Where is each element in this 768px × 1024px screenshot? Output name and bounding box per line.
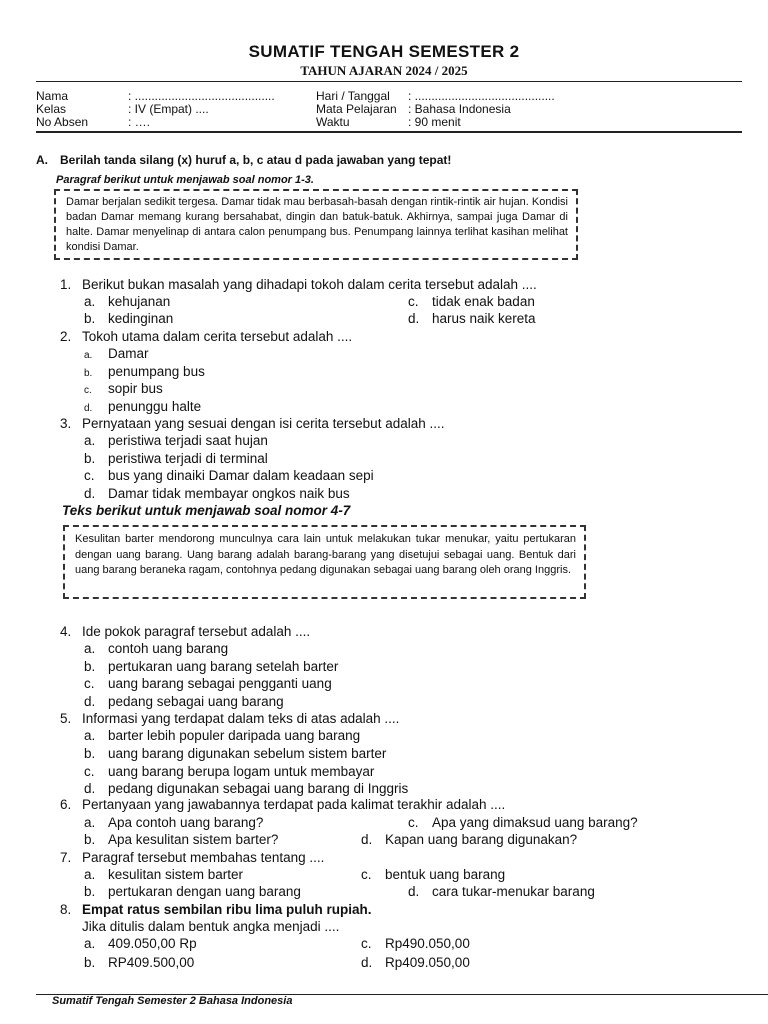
nama-field[interactable]: : .......................................... [128, 89, 275, 103]
option-letter: c. [361, 936, 372, 951]
option-text: pertukaran dengan uang barang [108, 884, 301, 899]
option-letter: a. [84, 641, 96, 656]
answer-option[interactable] [84, 641, 228, 656]
option-letter: d. [84, 694, 96, 709]
exam-info-labels [316, 90, 397, 129]
answer-option[interactable] [84, 381, 163, 396]
answer-option[interactable] [361, 832, 577, 847]
question-text: Berikut bukan masalah yang dihadapi tokoh dalam cerita tersebut adalah .... [82, 277, 537, 292]
kelas-label: Kelas [36, 102, 67, 116]
answer-option[interactable] [408, 311, 536, 326]
option-text: Kapan uang barang digunakan? [385, 832, 578, 847]
hari-field[interactable]: : .......................................... [408, 89, 555, 103]
question-number: 4. [60, 624, 72, 639]
option-letter: c. [408, 294, 419, 309]
question-number: 2. [60, 329, 72, 344]
option-text: bus yang dinaiki Damar dalam keadaan sepi [108, 468, 374, 483]
question-number: 3. [60, 416, 72, 431]
question-number: 6. [60, 797, 72, 812]
option-text: kehujanan [108, 294, 171, 309]
option-text: Rp409.050,00 [385, 955, 470, 970]
nama-label: Nama [36, 89, 69, 103]
option-text: contoh uang barang [108, 641, 229, 656]
answer-option[interactable] [84, 433, 268, 448]
option-letter: d. [361, 832, 373, 847]
answer-option[interactable] [84, 815, 263, 830]
student-info-values [128, 90, 275, 129]
option-text: kesulitan sistem barter [108, 867, 244, 882]
answer-option[interactable] [84, 955, 194, 970]
exam-title: SUMATIF TENGAH SEMESTER 2 [248, 42, 520, 61]
option-text: harus naik kereta [432, 311, 536, 326]
option-text: cara tukar-menukar barang [432, 884, 595, 899]
question-text: Tokoh utama dalam cerita tersebut adalah .... [82, 329, 353, 344]
passage2-box [63, 525, 586, 599]
option-letter: a. [84, 815, 96, 830]
option-letter: b. [84, 659, 96, 674]
option-letter: a. [84, 350, 93, 361]
option-letter: c. [84, 468, 95, 483]
option-letter: c. [84, 385, 92, 396]
question-number: 8. [60, 902, 72, 917]
header-rule-bottom [36, 131, 742, 133]
passage1-text: Damar berjalan sedikit tergesa. Damar tidak mau berbasah-basah dengan rintik-rintik air hujan. Kondisi badan Damar memang kurang bersahabat, dingin dan batuk-batuk. Akhirnya, sampai juga Damar di halte. Damar menyelinap di antara calon penumpang bus. Penumpang lainnya terlihat kasihan melihat kondisi Damar. [66, 196, 568, 253]
answer-option[interactable] [84, 451, 268, 466]
option-text: peristiwa terjadi di terminal [108, 451, 268, 466]
option-text: pedang digunakan sebagai uang barang di Inggris [108, 781, 409, 796]
section-a-label: A. [36, 153, 48, 167]
option-letter: c. [408, 815, 419, 830]
question-text: Pernyataan yang sesuai dengan isi cerita tersebut adalah .... [82, 416, 445, 431]
option-letter: b. [84, 884, 96, 899]
passage2-title: Teks berikut untuk menjawab soal nomor 4-7 [62, 503, 351, 518]
option-text: pedang sebagai uang barang [108, 694, 284, 709]
question-text: Pertanyaan yang jawabannya terdapat pada kalimat terakhir adalah .... [82, 797, 506, 812]
option-text: tidak enak badan [432, 294, 535, 309]
answer-option[interactable] [84, 311, 173, 326]
absen-field[interactable]: : …. [128, 115, 151, 129]
kelas-value: : IV (Empat) .... [128, 102, 209, 116]
exam-info-values [408, 90, 555, 129]
option-letter: d. [84, 403, 93, 414]
question-text: Ide pokok paragraf tersebut adalah .... [82, 624, 311, 639]
instruction-text: Berilah tanda silang (x) huruf a, b, c atau d pada jawaban yang tepat! [60, 153, 452, 167]
option-text: penunggu halte [108, 399, 202, 414]
option-letter: a. [84, 728, 96, 743]
option-letter: d. [408, 884, 420, 899]
absen-label: No Absen [36, 115, 89, 129]
option-letter: c. [84, 764, 95, 779]
option-letter: b. [84, 368, 93, 379]
school-year: TAHUN AJARAN 2024 / 2025 [300, 63, 468, 78]
answer-option[interactable] [84, 884, 301, 899]
option-text: Rp490.050,00 [385, 936, 470, 951]
answer-option[interactable] [84, 764, 374, 779]
answer-option[interactable] [361, 867, 505, 882]
option-text: uang barang berupa logam untuk membayar [108, 764, 375, 779]
option-letter: a. [84, 294, 96, 309]
option-letter: b. [84, 746, 96, 761]
option-letter: a. [84, 867, 96, 882]
mapel-label: Mata Pelajaran [316, 102, 397, 116]
option-letter: d. [84, 781, 96, 796]
answer-option[interactable] [84, 399, 201, 414]
option-text: 409.050,00 Rp [108, 936, 197, 951]
option-letter: c. [84, 676, 95, 691]
option-text: barter lebih populer daripada uang barang [108, 728, 361, 743]
question-text: Paragraf tersebut membahas tentang .... [82, 850, 325, 865]
student-info-labels [36, 90, 88, 129]
option-letter: d. [408, 311, 420, 326]
option-text: Damar [108, 346, 149, 361]
answer-option[interactable] [84, 832, 278, 847]
hari-label: Hari / Tanggal [316, 89, 390, 103]
answer-option[interactable] [84, 294, 170, 309]
answer-option[interactable] [84, 486, 350, 501]
answer-option[interactable] [361, 936, 470, 951]
question-text: Empat ratus sembilan ribu lima puluh rupiah. [82, 902, 372, 917]
passage1-box [54, 189, 578, 260]
waktu-value: : 90 menit [408, 115, 461, 129]
option-text: penumpang bus [108, 364, 205, 379]
question-number: 7. [60, 850, 72, 865]
option-text: Apa kesulitan sistem barter? [108, 832, 279, 847]
option-letter: a. [84, 936, 96, 951]
option-text: sopir bus [108, 381, 163, 396]
answer-option[interactable] [84, 746, 386, 761]
answer-option[interactable] [84, 364, 205, 379]
option-letter: b. [84, 832, 96, 847]
option-letter: c. [361, 867, 372, 882]
option-text: kedinginan [108, 311, 174, 326]
option-text: RP409.500,00 [108, 955, 195, 970]
footer-text: Sumatif Tengah Semester 2 Bahasa Indonesia [52, 995, 293, 1007]
option-letter: b. [84, 955, 96, 970]
answer-option[interactable] [84, 694, 284, 709]
option-text: Apa contoh uang barang? [108, 815, 264, 830]
answer-option[interactable] [84, 728, 360, 743]
question-text-line2: Jika ditulis dalam bentuk angka menjadi .... [82, 919, 340, 934]
option-letter: a. [84, 433, 96, 448]
answer-option[interactable] [361, 955, 470, 970]
option-letter: d. [361, 955, 373, 970]
question-number: 1. [60, 277, 72, 292]
mapel-value: : Bahasa Indonesia [408, 102, 511, 116]
answer-option[interactable] [84, 468, 374, 483]
option-text: pertukaran uang barang setelah barter [108, 659, 339, 674]
answer-option[interactable] [84, 346, 149, 361]
answer-option[interactable] [84, 659, 338, 674]
option-text: Apa yang dimaksud uang barang? [432, 815, 638, 830]
passage1-title: Paragraf berikut untuk menjawab soal nomor 1-3. [56, 174, 314, 186]
answer-option[interactable] [408, 294, 535, 309]
answer-option[interactable] [84, 867, 243, 882]
answer-option[interactable] [84, 936, 197, 951]
question-text: Informasi yang terdapat dalam teks di atas adalah .... [82, 711, 400, 726]
option-letter: d. [84, 486, 96, 501]
answer-option[interactable] [408, 884, 595, 899]
option-text: peristiwa terjadi saat hujan [108, 433, 268, 448]
option-letter: b. [84, 451, 96, 466]
waktu-label: Waktu [316, 115, 350, 129]
option-text: bentuk uang barang [385, 867, 506, 882]
answer-option[interactable] [84, 676, 332, 691]
option-text: uang barang sebagai pengganti uang [108, 676, 332, 691]
header-rule-top [36, 81, 742, 82]
option-text: Damar tidak membayar ongkos naik bus [108, 486, 350, 501]
question-number: 5. [60, 711, 72, 726]
answer-option[interactable] [84, 781, 408, 796]
option-text: uang barang digunakan sebelum sistem barter [108, 746, 387, 761]
answer-option[interactable] [408, 815, 638, 830]
passage2-text: Kesulitan barter mendorong munculnya cara lain untuk melakukan tukar menukar, yaitu pertukaran dengan uang barang. Uang barang adalah barang-barang yang disetujui sebagai uang. Bentuk dari uang barang beraneka ragam, contohnya pedang digunakan sebagai uang barang oleh orang Inggris. [75, 533, 576, 576]
option-letter: b. [84, 311, 96, 326]
section-a-instruction [36, 153, 451, 167]
